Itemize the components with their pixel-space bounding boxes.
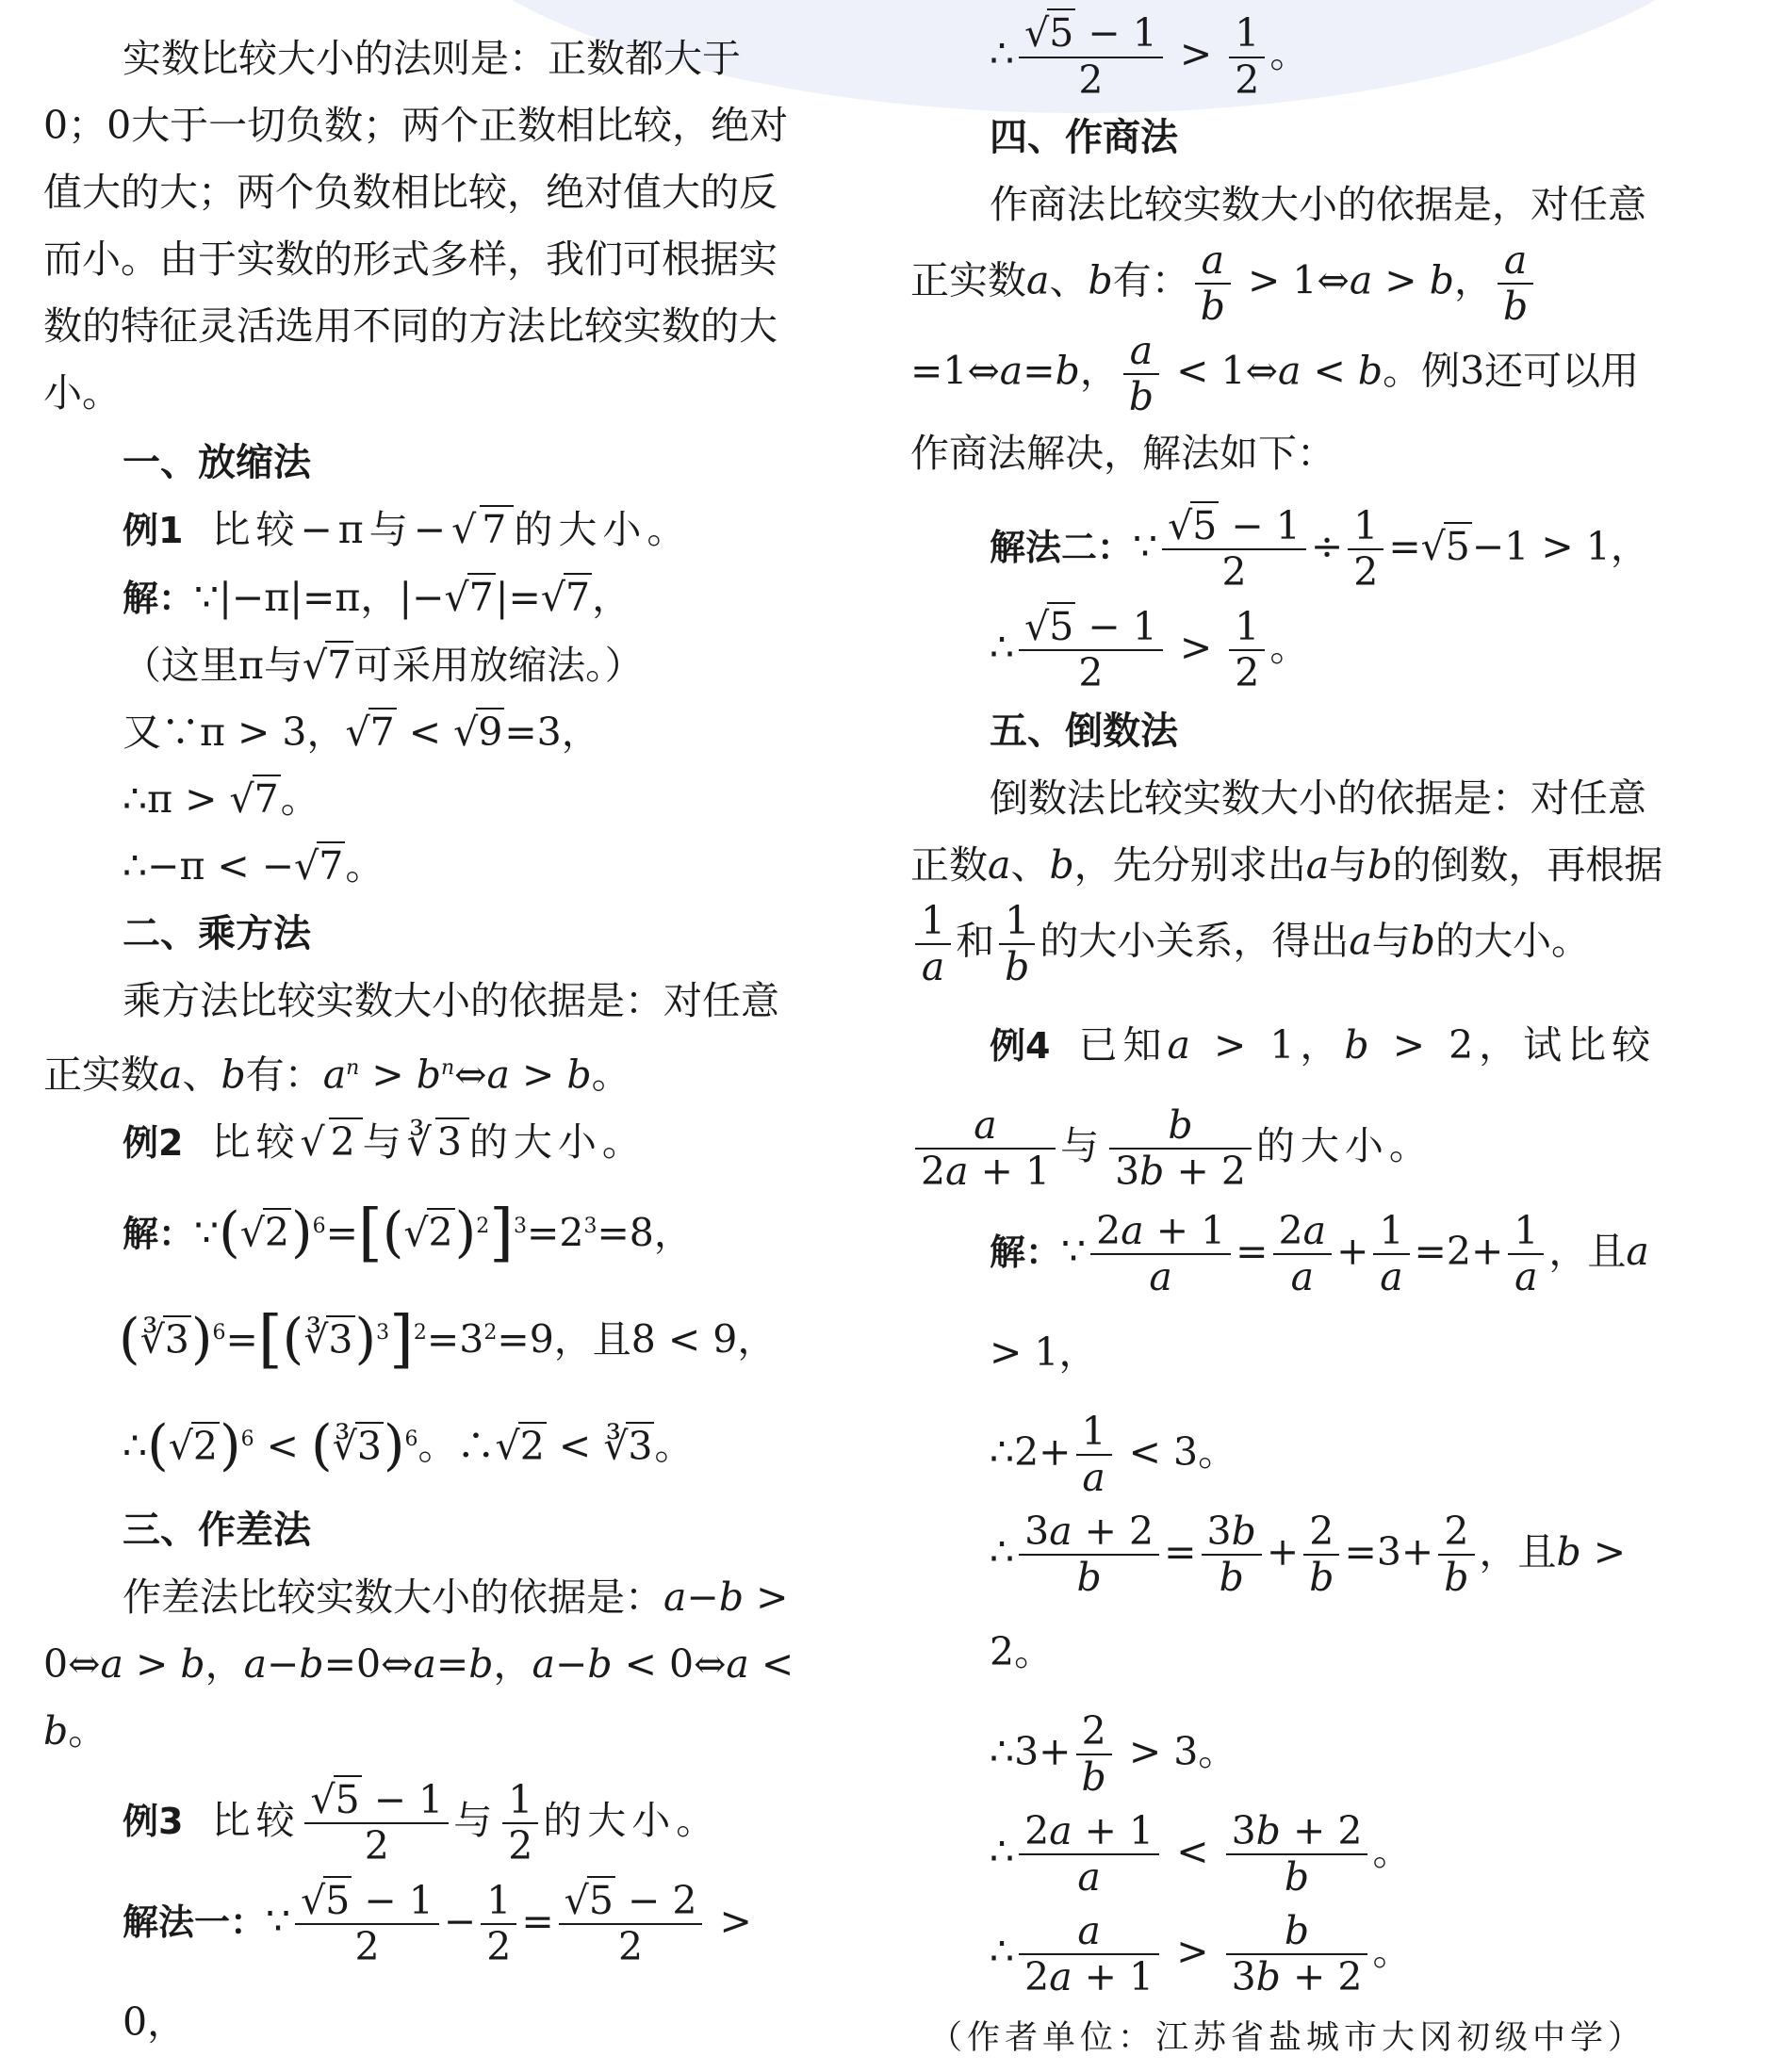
example-4-solution-line-1: 解：∵ $\frac{2a + 1}{a}$ = $\frac{2a}{a}$ + $\frac{1}{a}$ =2+ $\frac{1}{a}$ ，且a > 1， [990,1208,1649,1375]
section-4-description: 作商法比较实数大小的依据是，对任意正实数a、b有： $\frac{a}{b}$ > 1⇔a > b， $\frac{a}{b}$ =1⇔a=b， $\frac{a}{b}$ < 1⇔a < b。例3还可以用作商法解决，解法如下： [910,182,1646,476]
example-3-solution-2: 解法二：∵ $\frac{√5 - 1}{2}$ ÷ $\frac{1}{2}$ =√5−1 > 1， [990,502,1649,595]
example-1-step: ∴π > √7。 [123,776,319,822]
example-3-question: 例3 比较 $\frac{√5 - 1}{2}$ 与 $\frac{1}{2}$ 的大小。 [123,1776,721,1869]
section-heading-1: 一、放缩法 [123,441,311,484]
intro-paragraph: 实数比较大小的法则是：正数都大于0；0大于一切负数；两个正数相比较，绝对值大的大；两个负数相比较，绝对值大的反而小。由于实数的形式多样，我们可根据实数的特征灵活选用不同的方法比较实数的大小。 [43,36,789,416]
example-3-solution-2-conclusion: ∴ $\frac{√5 - 1}{2}$ > $\frac{1}{2}$ 。 [990,603,1309,696]
example-3-label: 例3 [123,1800,184,1842]
example-2-conclusion: $\therefore(√2)^6$ < (∛3)$^6$。∴√2 < ∛3。 [123,1412,694,1477]
example-4-conclusion: ∴ $\frac{a}{2a + 1}$ > $\frac{b}{3b + 2}$ 。 [990,1908,1412,2000]
section-heading-4: 四、作商法 [990,116,1178,159]
section-heading-5: 五、倒数法 [990,709,1178,753]
left-column [43,0,797,2072]
example-4-step: ∴ $\frac{3a + 2}{b}$ = $\frac{3b}{b}$ + $\frac{2}{b}$ =3+ $\frac{2}{b}$ ，且b > 2。 [990,1509,1627,1674]
solution-label: 解： [123,578,195,619]
example-2-label: 例2 [123,1121,184,1164]
solution-1-label: 解法一： [123,1901,267,1943]
example-1-step: 又∵π > 3，√7 < √9=3， [123,710,600,755]
example-1-label: 例1 [123,510,184,551]
example-4-step: ∴ $\frac{2a + 1}{a}$ < $\frac{3b + 2}{b}$ 。 [990,1808,1412,1901]
example-3-solution-1: 解法一：∵ $\frac{√5 - 1}{2}$ − $\frac{1}{2}$ = $\frac{√5 - 2}{2}$ > 0， [123,1877,752,2045]
example-2-question: 例2 比较√2与∛3的大小。 [123,1118,647,1165]
section-heading-3: 三、作差法 [123,1508,311,1552]
example-4-question: 例4 已知a > 1，b > 2，试比较 $\frac{a}{2a + 1}$ 与 $\frac{b}{3b + 2}$ 的大小。 [910,995,1664,1196]
section-5-description: 倒数法比较实数大小的依据是：对任意正数a、b，先分别求出a与b的倒数，再根据 $\frac{1}{a}$ 和 $\frac{1}{b}$ 的大小关系，得出a与b的大小。 [910,775,1663,989]
example-1-question: 例1 比较−π与−√7的大小。 [123,507,692,552]
solution-label: 解： [990,1231,1062,1273]
author-affiliation: （作者单位：江苏省盐城市大冈初级中学） [928,2018,1645,2057]
example-1-solution-line-1: 解：∵|−π|=π，|−√7|=√7， [123,575,631,620]
example-4-step: ∴3+ $\frac{2}{b}$ > 3。 [990,1708,1237,1801]
example-2-solution-line-2: $(∛3)^6=[(∛3)^3]^2=3^2=9$，且8 < 9， [119,1302,777,1376]
solution-2-label: 解法二： [990,526,1134,568]
example-1-conclusion: ∴−π < −√7。 [123,843,385,889]
section-heading-2: 二、乘方法 [123,912,311,955]
example-4-step: ∴2+ $\frac{1}{a}$ < 3。 [990,1409,1237,1501]
example-4-label: 例4 [990,1024,1051,1067]
example-1-note: （这里π与√7可采用放缩法。） [123,643,644,688]
section-2-description: 乘方法比较实数大小的依据是：对任意正实数a、b有：$a^n$ > $b^n\Leftrightarrow a > b$。 [43,978,779,1098]
section-3-description: 作差法比较实数大小的依据是：a−b > 0⇔a > b，a−b=0⇔a=b，a−b < 0⇔a < b。 [43,1574,794,1754]
example-3-solution-1-conclusion: ∴ $\frac{√5 - 1}{2}$ > $\frac{1}{2}$ 。 [990,10,1309,103]
solution-label: 解： [123,1213,195,1255]
example-2-solution-line-1: 解：$\because(√2)^6=[(√2)^2]^3=2^3=8$， [123,1196,693,1269]
right-column [910,0,1664,2072]
